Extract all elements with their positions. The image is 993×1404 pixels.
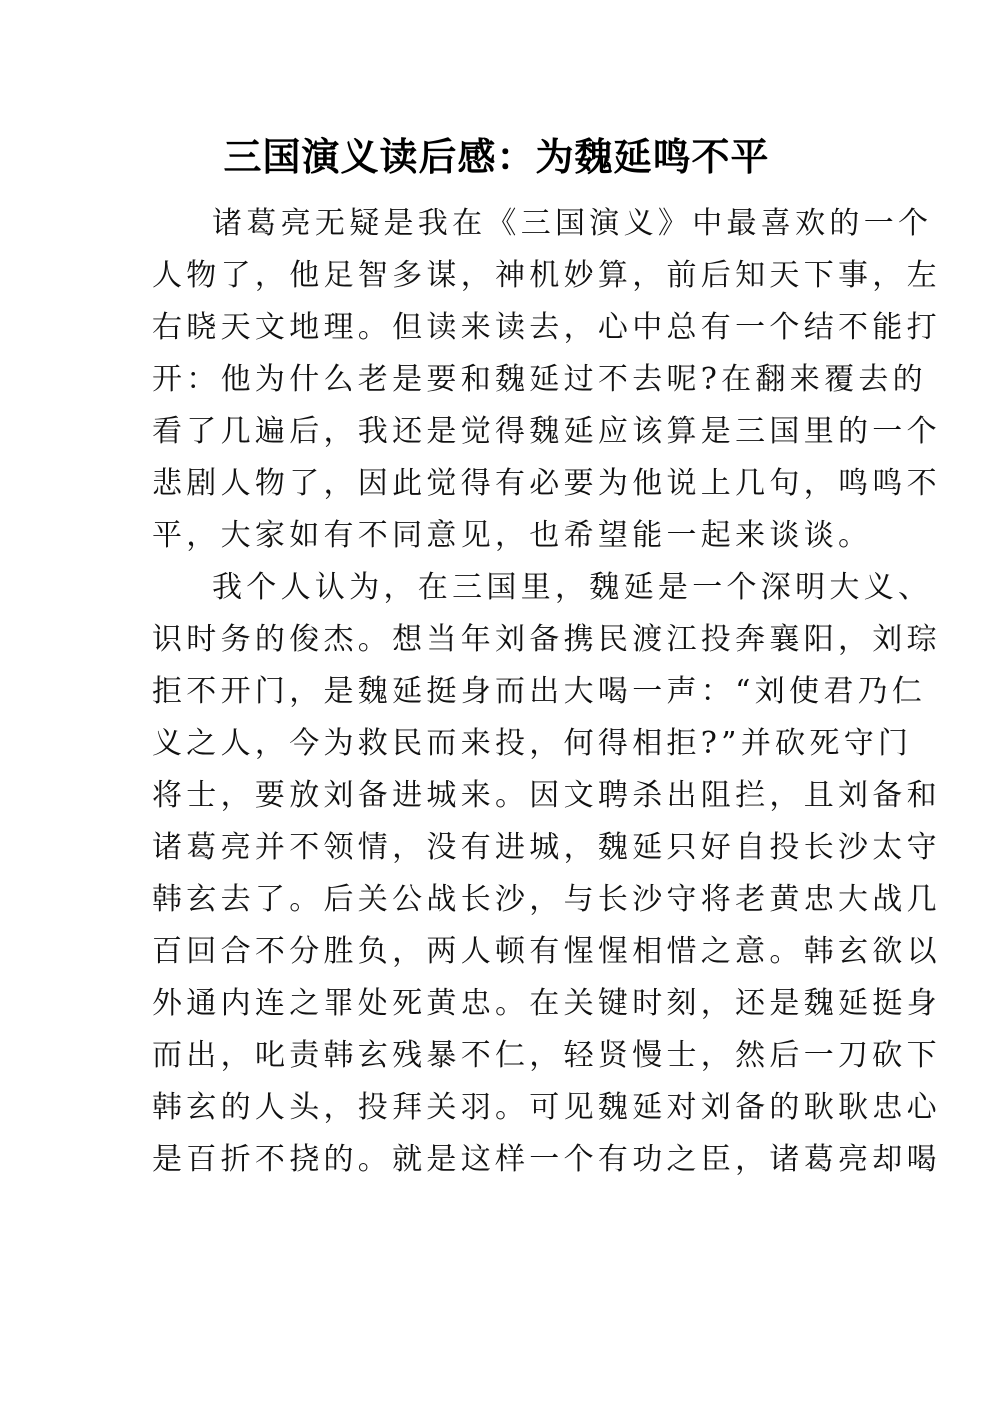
text-line: 诸葛亮无疑是我在《三国演义》中最喜欢的一个 [212, 206, 933, 241]
text-line: 韩玄去了。后关公战长沙，与长沙守将老黄忠大战几 [152, 882, 941, 917]
text-line: 是百折不挠的。就是这样一个有功之臣，诸葛亮却喝 [152, 1142, 941, 1177]
text-line: 我个人认为，在三国里，魏延是一个深明大义、 [212, 570, 933, 605]
text-line: 开：他为什么老是要和魏延过不去呢?在翻来覆去的 [152, 362, 927, 397]
text-line: 外通内连之罪处死黄忠。在关键时刻，还是魏延挺身 [152, 986, 941, 1021]
text-line: 人物了，他足智多谋，神机妙算，前后知天下事，左 [152, 258, 941, 293]
text-line: 右晓天文地理。但读来读去，心中总有一个结不能打 [152, 310, 941, 345]
text-line: 平，大家如有不同意见，也希望能一起来谈谈。 [152, 518, 873, 553]
document-body [152, 198, 941, 1186]
text-line: 百回合不分胜负，两人顿有惺惺相惜之意。韩玄欲以 [152, 934, 941, 969]
text-line: 看了几遍后，我还是觉得魏延应该算是三国里的一个 [152, 414, 941, 449]
text-line: 拒不开门，是魏延挺身而出大喝一声：“刘使君乃仁 [152, 674, 927, 709]
paragraph-2 [152, 562, 941, 1186]
document-title: 三国演义读后感：为魏延鸣不平 [223, 135, 770, 179]
text-line: 将士，要放刘备进城来。因文聘杀出阻拦，且刘备和 [152, 778, 941, 813]
text-line: 义之人，今为救民而来投，何得相拒?”并砍死守门 [152, 726, 913, 761]
text-line: 韩玄的人头，投拜关羽。可见魏延对刘备的耿耿忠心 [152, 1090, 941, 1125]
paragraph-1 [152, 198, 941, 562]
text-line: 诸葛亮并不领情，没有进城，魏延只好自投长沙太守 [152, 830, 941, 865]
text-line: 而出，叱责韩玄残暴不仁，轻贤慢士，然后一刀砍下 [152, 1038, 941, 1073]
text-line: 悲剧人物了，因此觉得有必要为他说上几句，鸣鸣不 [152, 466, 941, 501]
text-line: 识时务的俊杰。想当年刘备携民渡江投奔襄阳，刘琮 [152, 622, 941, 657]
